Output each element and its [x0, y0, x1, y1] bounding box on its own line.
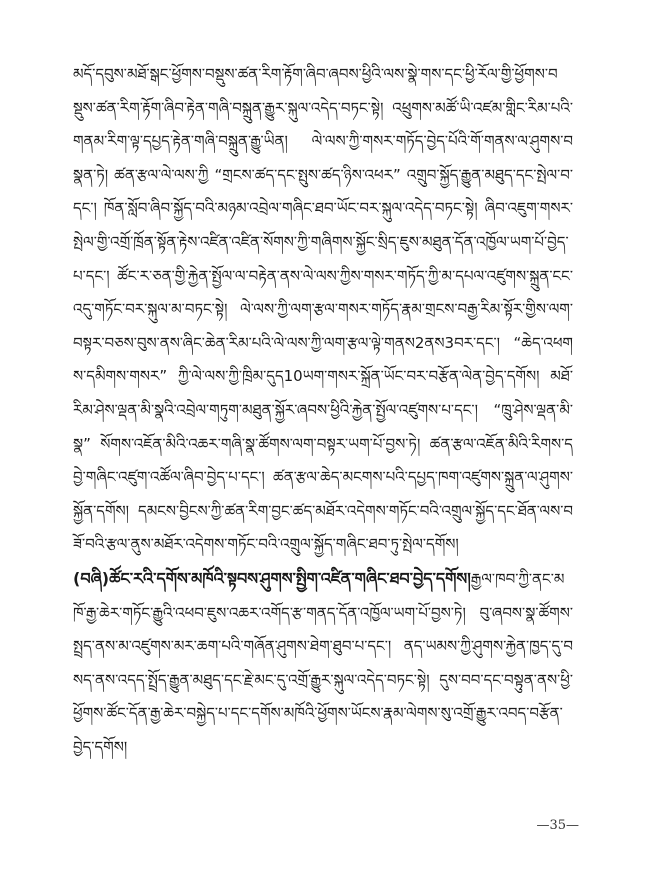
paragraph-2: [73, 562, 573, 765]
paragraph-1: མདོ་དབུས་མཐོ་སྒང་ཕྱོགས་བསྡུས་ཚན་རིག་རྟོག་ཞིབ་ཞབས་ཕྱིའི་ལས་སྣེ་གས་དང་ཕྱི་རོལ་གྱི་ཕྱོགས་བསྡུས་ཚན་རིག་རྟོག་ཞིབ་རྟེན་གཞི་བསྐྲུན་རྒྱུར་སྐུལ་འདེད་བཏང་སྟེ། འཕྲུགས་མཚོ་ཡི་འཛམ་གླིང་རིམ་པའི་གནམ་རིག་ལྟ་དཔྱད་རྟེན་གཞི་བསྐྲུན་རྒྱུ་ཡིན། ལེ་ལས་ཀྱི་གསར་གཏོད་བྱེད་པོའི་གོ་གནས་ལ་ཤུགས་བསྣན་ཏེ། ཚན་རྩལ་ལེ་ལས་ཀྱི “གྲངས་ཚད་དང་སྤུས་ཚད་ཉིས་འཕར” འགྲུབ་སྐྱོད་རྒྱུན་མཐུད་དང་སྤེལ་བ་དང་། ཁོན་སློབ་ཞིབ་སྐྱོད་བའི་མཉམ་འབྲེལ་གཞིང་ཐབ་ཡོང་བར་སྐུལ་འདེད་བཏང་སྟེ། ཞིབ་འཇུག་གསར་སྤེལ་གྱི་འགྲོ་ཁྲོན་སྟོན་རྟེས་འཛིན་འཛིན་སོགས་ཀྱི་གཞིགས་སྐྱོང་སྲིད་ཇུས་མཐུན་དོན་འཁྱོལ་ཡག་པོ་བྱེད་པ་དང་། ཚོང་ར་ཅན་གྱི་རྐྱེན་སྤྱོལ་ལ་བརྟེན་ནས་ལེ་ལས་ཀྱིས་གསར་གཏོད་ཀྱི་མ་དཔལ་འཛུགས་སྐྲུན་ངང་འདུ་གཏོང་བར་སྐུལ་མ་བཏང་སྟེ། ལེ་ལས་ཀྱི་ལག་རྩལ་གསར་གཏོད་རྣམ་གྲངས་བརྒྱ་རིམ་སྟོར་གྱིས་ལག་བསྟར་བཅས་བུས་ནས་ཞིང་ཆེན་རིམ་པའི་ལེ་ལས་ཀྱི་ལག་རྩལ་ལྟེ་གནས2ནས3བར་དང་། “ཆེད་འཕགས་དམིགས་གསར” ཀྱི་ལེ་ལས་ཀྱི་ཁྲིམ་དུད10ཡག་གསར་སྐྲོན་ཡོང་བར་བརྩོན་ལེན་བྱེད་དགོས། མཐོ་རིམ་ཤེས་ལྡན་མི་སྣའི་འབྲེལ་གཏུག་མཐུན་སྐྱོར་ཞབས་ཕྱིའི་རྐྱེན་སྤྱོལ་འཛུགས་པ་དང་། “ཁྲུ་ཤེས་ལྡན་མི་སྣ” སོགས་འཇོན་མིའི་འཆར་གཞི་སྣ་ཚོགས་ལག་བསྟར་ཡག་པོ་བྱས་ཏེ། ཚན་རྩལ་འཇོན་མིའི་རིགས་དབྱེ་གཞིང་འཛུག་འཚོལ་ཞིབ་བྱེད་པ་དང་། ཚན་རྩལ་ཆེད་མངགས་པའི་དཔྱད་ཁག་འཛུགས་སྐྲུན་ལ་ཤུགས་སྐྱོན་དགོས། དམངས་བྱིངས་ཀྱི་ཚན་རིག་བྱང་ཚད་མཐོར་འདེགས་གཏོང་བའི་འགྲུལ་སྐྱོད་དང་ཐོན་ལས་བཟོ་བའི་རྩལ་ནུས་མཐོར་འདེགས་གཏོང་བའི་འགྲུལ་སྐྱོད་གཞིང་ཐབ་ཏུ་སྤེལ་དགོས།: [73, 65, 573, 554]
paragraph-2-text: རྒྱལ་ཁབ་ཀྱི་ནང་མཁོ་རྒྱ་ཆེར་གཏོང་རྒྱུའི་འཕབ་ཇུས་འཆར་འགོད་རྩ་གནད་དོན་འཁྱོལ་ཡག་པོ་བྱས་ཏེ། བུ་ཞབས་སྣ་ཚོགས་སྤྲད་ནས་མ་འཛུགས་མར་ཆག་པའི་གཞོན་ཤུགས་ཐེག་ཐུབ་པ་དང་། ནད་ཡམས་ཀྱི་ཤུགས་རྐྱེན་ཁྱད་དུ་བསད་ནས་འདད་སྤྲོད་རྒྱུན་མཐུད་དང་རྗེ་མང་དུ་འགྲོ་རྒྱུར་སྐུལ་འདེད་བཏང་སྟེ། དུས་བབ་དང་བསྟུན་ནས་ཕྱི་ཕྱོགས་ཚོང་དོན་རྒྱ་ཆེར་བསྐྱེད་པ་དང་དགོས་མཁོའི་ཕྱོགས་ཡོངས་རྣམ་ལེགས་སུ་འགྲོ་རྒྱུར་འབད་བརྩོན་བྱེད་དགོས།: [73, 569, 573, 756]
page-number: —35—: [536, 818, 579, 833]
body-text: [73, 58, 573, 764]
section-heading: (བཞི)ཚོང་རའི་དགོས་མཁོའི་སྟབས་ཤུགས་སྤྱིག་འཛིན་གཞིང་ཐབ་བྱེད་དགོས།: [73, 568, 471, 588]
